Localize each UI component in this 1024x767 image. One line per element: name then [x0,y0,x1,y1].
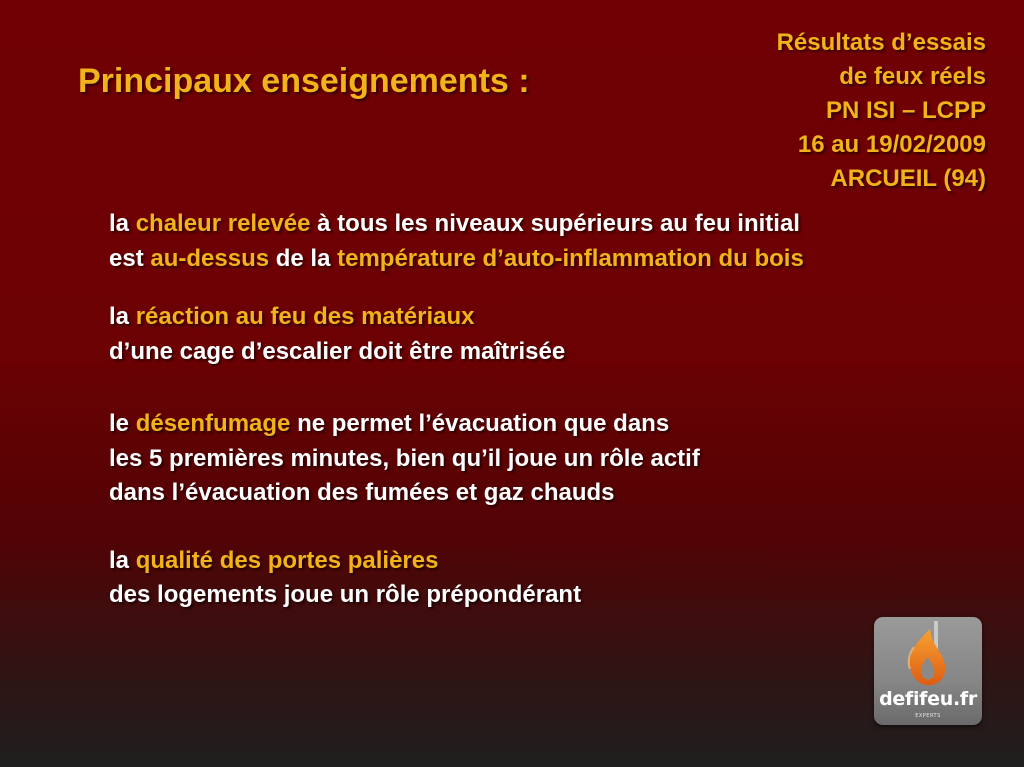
finding-text: la [109,303,136,330]
source-line: PN ISI – LCPP [825,97,986,124]
defifeu-logo-badge [874,617,982,725]
finding-text: d’une cage d’escalier doit être maîtrisée [109,337,566,365]
finding-text: le [109,410,136,437]
finding-highlight: chaleur relevée [135,210,311,237]
logo-tagline: EXPERTS [915,713,941,719]
finding-line [109,578,969,613]
finding-text: des logements joue un rôle prépondérant [109,581,582,608]
finding-line [109,407,969,442]
source-line: Résultats d’essais [776,29,986,56]
finding-paragraph [109,300,969,369]
finding-line [109,442,969,477]
finding-text: de la [269,244,338,272]
source-line: de feux réels [839,63,986,90]
source-block [777,26,986,196]
logo-wordmark: defifeu.fr [879,688,977,710]
finding-text: dans l’évacuation des fumées et gaz chauds [109,479,615,506]
finding-highlight: désenfumage [135,410,291,437]
finding-text: ne permet l’évacuation que dans [290,410,670,437]
source-line: ARCUEIL (94) [830,165,986,192]
finding-paragraph [109,207,969,276]
finding-highlight: température d’auto-inflammation du bois [337,244,804,272]
finding-line [109,300,969,335]
finding-text: est [109,244,151,272]
finding-line [109,476,969,511]
finding-highlight: réaction au feu des matériaux [135,303,475,330]
finding-paragraph [109,544,969,613]
finding-text: à tous les niveaux supérieurs au feu initial [310,210,800,237]
flame-logo-icon [874,621,982,691]
slide-title: Principaux enseignements : [78,62,530,100]
finding-line [109,207,969,242]
finding-text: la [109,546,136,574]
finding-highlight: au-dessus [150,244,270,272]
finding-paragraph [109,407,969,511]
finding-text: les 5 premières minutes, bien qu’il joue un rôle actif [109,444,700,472]
finding-line [109,544,969,579]
source-line: 16 au 19/02/2009 [797,131,986,158]
finding-highlight: qualité des portes palières [135,546,439,574]
finding-line [109,335,969,370]
finding-line [109,242,969,277]
findings-list [109,207,969,613]
finding-text: la [109,210,136,237]
